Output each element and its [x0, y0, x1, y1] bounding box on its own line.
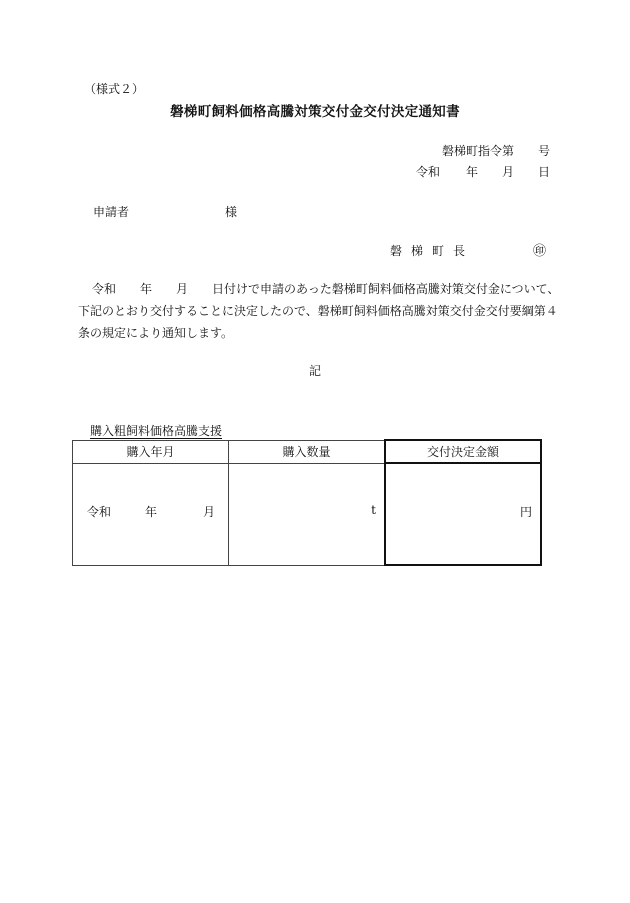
form-label: （様式２）: [84, 82, 145, 96]
grant-table: [72, 439, 542, 566]
section-title: 購入粗飼料価格高騰支援: [90, 424, 223, 438]
cell-era: 令和: [87, 504, 112, 519]
cell-month: 月: [203, 504, 216, 519]
cell-year: 年: [145, 504, 158, 519]
mayor-title: 磐梯町長: [390, 244, 475, 258]
seal-mark: ㊞: [533, 244, 547, 259]
reference-number: [442, 142, 550, 159]
header-purchase-month: 購入年月: [73, 440, 229, 463]
date-day: 日: [537, 165, 550, 179]
applicant-label: 申請者: [93, 205, 130, 219]
date-year: 年: [465, 165, 478, 179]
body-line-2: 下記のとおり交付することに決定したので、磐梯町飼料価格高騰対策交付金交付要綱第４: [78, 304, 558, 318]
cell-grant-amount: [385, 463, 541, 565]
reference-prefix: 磐梯町指令第: [441, 144, 514, 158]
table-row: [73, 463, 542, 565]
applicant-honorific: 様: [225, 205, 238, 219]
quantity-unit: t: [371, 502, 376, 517]
header-grant-amount: 交付決定金額: [385, 440, 541, 463]
applicant-line: [93, 203, 237, 220]
header-purchase-quantity: 購入数量: [229, 440, 386, 463]
body-line-1: 令和 年 月 日付けで申請のあった磐梯町飼料価格高騰対策交付金について、: [92, 282, 560, 296]
reference-suffix: 号: [537, 144, 550, 158]
body-line-3: 条の規定により通知します。: [78, 326, 234, 340]
amount-unit: 円: [519, 505, 532, 519]
cell-purchase-quantity: [229, 463, 386, 565]
issue-date: [416, 163, 550, 180]
cell-purchase-month: [73, 463, 229, 565]
table-header-row: [73, 440, 542, 463]
body-paragraph: [78, 278, 560, 344]
date-month: 月: [501, 165, 514, 179]
date-era: 令和: [415, 165, 440, 179]
ki-heading: 記: [308, 364, 321, 378]
document-title: 磐梯町飼料価格高騰対策交付金交付決定通知書: [170, 104, 460, 120]
